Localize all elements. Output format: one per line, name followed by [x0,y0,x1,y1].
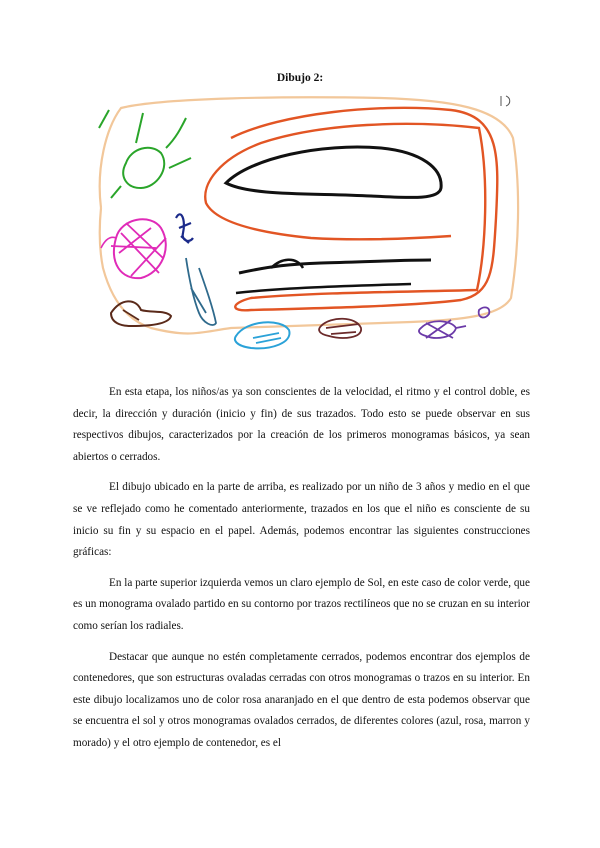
body-text [73,382,530,764]
child-drawing [81,88,522,365]
corner-mark [501,96,510,106]
black-oval-stroke [226,147,441,197]
paragraph-3: En la parte superior izquierda vemos un claro ejemplo de Sol, en este caso de color verde, que es un monograma ovalado partido en su contorno por trazos rectilíneos que no se cruzan en su interior como serían los radiales. [73,576,530,632]
black-line-1 [239,260,431,273]
paragraph-2: El dibujo ubicado en la parte de arriba, es realizado por un niño de 3 años y medio en el que se ve reflejado como he comentado anteriormente, trazados en los que el niño es consciente de su inicio su fin y su espacio en el papel. Además, podemos encontrar las siguientes construcciones gráficas: [73,481,530,559]
paragraph-4: Destacar que aunque no estén completamente cerrados, podemos encontrar dos ejemplos de contenedores, que son estructuras ovaladas cerradas con otros monogramas o trazos en su interior. En este dibujo localizamos uno de color rosa anaranjado en el que dentro de esta podemos observar que se encuentra el sol y otros monogramas ovalados cerrados, de diferentes colores (azul, rosa, marron y morado) y el otro ejemplo de contenedor, es el [73,650,530,749]
teal-scribble-drawing [186,258,216,325]
maroon-scribble-drawing [319,319,361,338]
paragraph-1: En esta etapa, los niños/as ya son conscientes de la velocidad, el ritmo y el control doble, es decir, la dirección y duración (inicio y fin) de sus trazados. Todo esto se puede observar en sus respectivos dibujos, caracterizados por la creación de los primeros monogramas básicos, ya sean abiertos o cerrados. [73,386,530,463]
pink-scribble-drawing [101,219,166,278]
inner-container-stroke [205,108,497,310]
purple-scribble-drawing [419,307,489,338]
outer-container-stroke [100,97,518,333]
figure-title: Dibujo 2: [276,72,324,84]
navy-scribble-drawing [176,214,193,243]
brown-scribble-drawing [111,301,171,326]
